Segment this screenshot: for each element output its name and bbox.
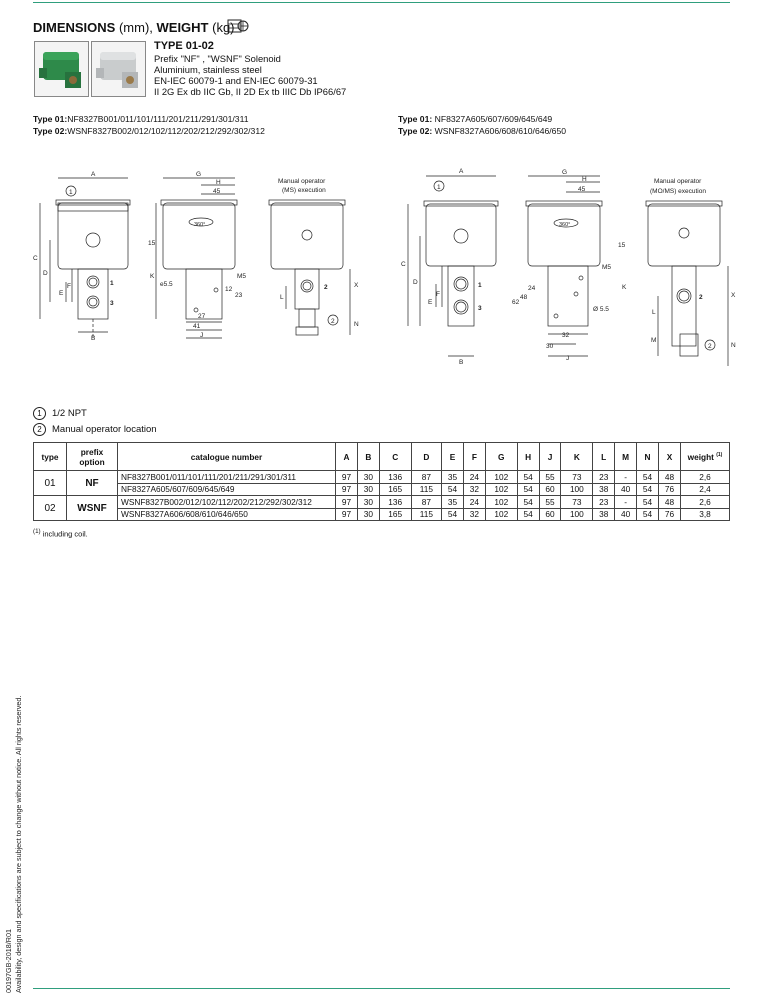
value-cell: 87 bbox=[411, 496, 441, 509]
value-cell: 97 bbox=[336, 471, 358, 484]
weight-cell: 2,4 bbox=[681, 483, 730, 496]
svg-text:G: G bbox=[196, 171, 202, 178]
type-cell: 01 bbox=[34, 471, 67, 496]
type-cell: 02 bbox=[34, 496, 67, 521]
value-cell: 76 bbox=[658, 508, 680, 521]
value-cell: 24 bbox=[463, 471, 485, 484]
weight-cell: 3,8 bbox=[681, 508, 730, 521]
value-cell: 32 bbox=[463, 483, 485, 496]
prefix-cell: NF bbox=[67, 471, 118, 496]
svg-text:F: F bbox=[67, 283, 71, 290]
svg-text:2: 2 bbox=[699, 294, 703, 301]
svg-text:H: H bbox=[216, 179, 221, 186]
value-cell: 40 bbox=[615, 508, 637, 521]
svg-text:45: 45 bbox=[213, 188, 221, 195]
page-heading: DIMENSIONS (mm), WEIGHT (kg) bbox=[33, 20, 235, 35]
svg-text:N: N bbox=[354, 321, 359, 328]
svg-text:M5: M5 bbox=[237, 273, 247, 280]
svg-text:48: 48 bbox=[520, 294, 528, 301]
value-cell: 30 bbox=[357, 471, 379, 484]
bottom-rule bbox=[33, 988, 730, 989]
svg-text:2: 2 bbox=[331, 318, 335, 325]
table-row bbox=[34, 496, 730, 509]
catalogue-cell: NF8327A605/607/609/645/649 bbox=[118, 483, 336, 496]
table-body bbox=[34, 471, 730, 521]
weight-cell: 2,6 bbox=[681, 471, 730, 484]
svg-text:15: 15 bbox=[618, 242, 626, 249]
weight-cell: 2,6 bbox=[681, 496, 730, 509]
value-cell: 55 bbox=[539, 471, 561, 484]
type-title: TYPE 01-02 bbox=[154, 40, 214, 52]
svg-text:e5.5: e5.5 bbox=[160, 281, 173, 288]
table-row bbox=[34, 508, 730, 521]
table-header-row: type prefix option catalogue number A B C D E F G H J K L M N X weight $^{(1)}$ bbox=[34, 443, 730, 471]
value-cell: 54 bbox=[637, 471, 659, 484]
value-cell: 48 bbox=[658, 471, 680, 484]
left-type-list: Type 01:NF8327B001/011/101/111/201/211/291/301/311 Type 02:WSNF8327B002/012/102/112/202/212/292/302/312 bbox=[33, 114, 265, 136]
svg-text:A: A bbox=[91, 171, 96, 178]
svg-text:41: 41 bbox=[193, 323, 201, 330]
catalogue-cell: WSNF8327A606/608/610/646/650 bbox=[118, 508, 336, 521]
svg-text:L: L bbox=[280, 294, 284, 301]
svg-text:L: L bbox=[652, 309, 656, 316]
value-cell: 54 bbox=[442, 508, 464, 521]
prefix-cell: WSNF bbox=[67, 496, 118, 521]
value-cell: 54 bbox=[517, 471, 539, 484]
value-cell: 54 bbox=[442, 483, 464, 496]
value-cell: 87 bbox=[411, 471, 441, 484]
explosion-proof-icon bbox=[227, 19, 249, 33]
value-cell: 97 bbox=[336, 483, 358, 496]
svg-text:30: 30 bbox=[546, 343, 554, 350]
svg-text:360°: 360° bbox=[559, 222, 571, 228]
green-valve-photo bbox=[34, 41, 89, 97]
value-cell: 102 bbox=[485, 483, 517, 496]
value-cell: 165 bbox=[379, 483, 411, 496]
svg-text:C: C bbox=[401, 261, 406, 268]
svg-text:24: 24 bbox=[528, 285, 536, 292]
svg-text:B: B bbox=[459, 359, 464, 366]
svg-text:M5: M5 bbox=[602, 264, 612, 271]
product-description: Prefix "NF" , "WSNF" Solenoid Aluminium, stainless steel EN-IEC 60079-1 and EN-IEC 60079-31 II 2G Ex db IIC Gb, II 2D Ex tb IIIC Db IP66/67 bbox=[154, 53, 347, 97]
svg-text:Manual operator: Manual operator bbox=[278, 178, 326, 185]
svg-text:Ø 5.5: Ø 5.5 bbox=[593, 306, 609, 313]
value-cell: 35 bbox=[442, 471, 464, 484]
footnote: $^{(1)}$ including coil. bbox=[33, 528, 88, 539]
value-cell: 115 bbox=[411, 483, 441, 496]
svg-text:27: 27 bbox=[198, 313, 206, 320]
dimensions-weight-table bbox=[33, 442, 730, 521]
value-cell: 54 bbox=[517, 483, 539, 496]
value-cell: 136 bbox=[379, 471, 411, 484]
svg-text:B: B bbox=[91, 335, 96, 342]
right-dimension-drawings bbox=[396, 166, 736, 376]
value-cell: 102 bbox=[485, 496, 517, 509]
value-cell: 38 bbox=[593, 508, 615, 521]
svg-text:2: 2 bbox=[708, 343, 712, 350]
value-cell: 54 bbox=[637, 483, 659, 496]
value-cell: 60 bbox=[539, 483, 561, 496]
svg-text:23: 23 bbox=[235, 292, 243, 299]
svg-text:M: M bbox=[651, 337, 657, 344]
svg-text:D: D bbox=[43, 270, 48, 277]
svg-text:1: 1 bbox=[437, 184, 441, 191]
value-cell: 73 bbox=[561, 471, 593, 484]
sidebar-notice: 00197GB-2018/R01 Availability, design and specifications are subject to change without notice. All rights reserved. bbox=[4, 695, 23, 993]
svg-text:F: F bbox=[436, 291, 440, 298]
svg-text:3: 3 bbox=[110, 300, 114, 307]
svg-text:Manual operator: Manual operator bbox=[654, 178, 702, 185]
value-cell: 30 bbox=[357, 496, 379, 509]
svg-text:2: 2 bbox=[324, 284, 328, 291]
value-cell: 115 bbox=[411, 508, 441, 521]
value-cell: 30 bbox=[357, 483, 379, 496]
svg-text:360°: 360° bbox=[194, 222, 206, 228]
value-cell: 23 bbox=[593, 496, 615, 509]
value-cell: 54 bbox=[637, 508, 659, 521]
svg-text:E: E bbox=[59, 290, 64, 297]
value-cell: 73 bbox=[561, 496, 593, 509]
svg-text:K: K bbox=[622, 284, 627, 291]
svg-text:(MS) execution: (MS) execution bbox=[282, 187, 326, 194]
value-cell: 54 bbox=[637, 496, 659, 509]
value-cell: 136 bbox=[379, 496, 411, 509]
svg-text:1: 1 bbox=[478, 282, 482, 289]
value-cell: 100 bbox=[561, 483, 593, 496]
catalogue-cell: WSNF8327B002/012/102/112/202/212/292/302/312 bbox=[118, 496, 336, 509]
svg-text:62: 62 bbox=[512, 299, 520, 306]
left-dimension-drawings bbox=[28, 170, 368, 370]
legend-item-manual-operator: 2 Manual operator location bbox=[33, 423, 157, 436]
svg-text:J: J bbox=[200, 332, 204, 339]
value-cell: 35 bbox=[442, 496, 464, 509]
svg-text:12: 12 bbox=[225, 286, 233, 293]
svg-text:D: D bbox=[413, 279, 418, 286]
svg-text:32: 32 bbox=[562, 332, 570, 339]
svg-text:45: 45 bbox=[578, 186, 586, 193]
value-cell: - bbox=[615, 471, 637, 484]
value-cell: 54 bbox=[517, 496, 539, 509]
svg-text:1: 1 bbox=[110, 280, 114, 287]
value-cell: 102 bbox=[485, 471, 517, 484]
value-cell: 23 bbox=[593, 471, 615, 484]
value-cell: 40 bbox=[615, 483, 637, 496]
top-rule bbox=[33, 2, 730, 3]
value-cell: 76 bbox=[658, 483, 680, 496]
table-row bbox=[34, 483, 730, 496]
svg-text:G: G bbox=[562, 169, 568, 176]
svg-text:A: A bbox=[459, 168, 464, 175]
svg-text:1: 1 bbox=[69, 189, 73, 196]
catalogue-cell: NF8327B001/011/101/111/201/211/291/301/311 bbox=[118, 471, 336, 484]
value-cell: 60 bbox=[539, 508, 561, 521]
svg-text:(MO/MS) execution: (MO/MS) execution bbox=[650, 188, 706, 195]
value-cell: 102 bbox=[485, 508, 517, 521]
svg-text:C: C bbox=[33, 255, 38, 262]
value-cell: 55 bbox=[539, 496, 561, 509]
svg-text:K: K bbox=[150, 273, 155, 280]
value-cell: 32 bbox=[463, 508, 485, 521]
svg-text:X: X bbox=[731, 292, 736, 299]
svg-text:E: E bbox=[428, 299, 433, 306]
value-cell: 54 bbox=[517, 508, 539, 521]
value-cell: 30 bbox=[357, 508, 379, 521]
value-cell: - bbox=[615, 496, 637, 509]
table-row bbox=[34, 471, 730, 484]
svg-text:J: J bbox=[566, 355, 570, 362]
value-cell: 97 bbox=[336, 508, 358, 521]
value-cell: 100 bbox=[561, 508, 593, 521]
value-cell: 97 bbox=[336, 496, 358, 509]
value-cell: 24 bbox=[463, 496, 485, 509]
svg-text:H: H bbox=[582, 176, 587, 183]
value-cell: 165 bbox=[379, 508, 411, 521]
svg-text:3: 3 bbox=[478, 305, 482, 312]
grey-valve-photo bbox=[91, 41, 146, 97]
value-cell: 38 bbox=[593, 483, 615, 496]
value-cell: 48 bbox=[658, 496, 680, 509]
svg-text:15: 15 bbox=[148, 240, 156, 247]
svg-text:N: N bbox=[731, 342, 736, 349]
svg-text:X: X bbox=[354, 282, 359, 289]
right-type-list: Type 01: NF8327A605/607/609/645/649 Type 02: WSNF8327A606/608/610/646/650 bbox=[398, 114, 567, 136]
legend-item-npt: 1 1/2 NPT bbox=[33, 407, 87, 420]
